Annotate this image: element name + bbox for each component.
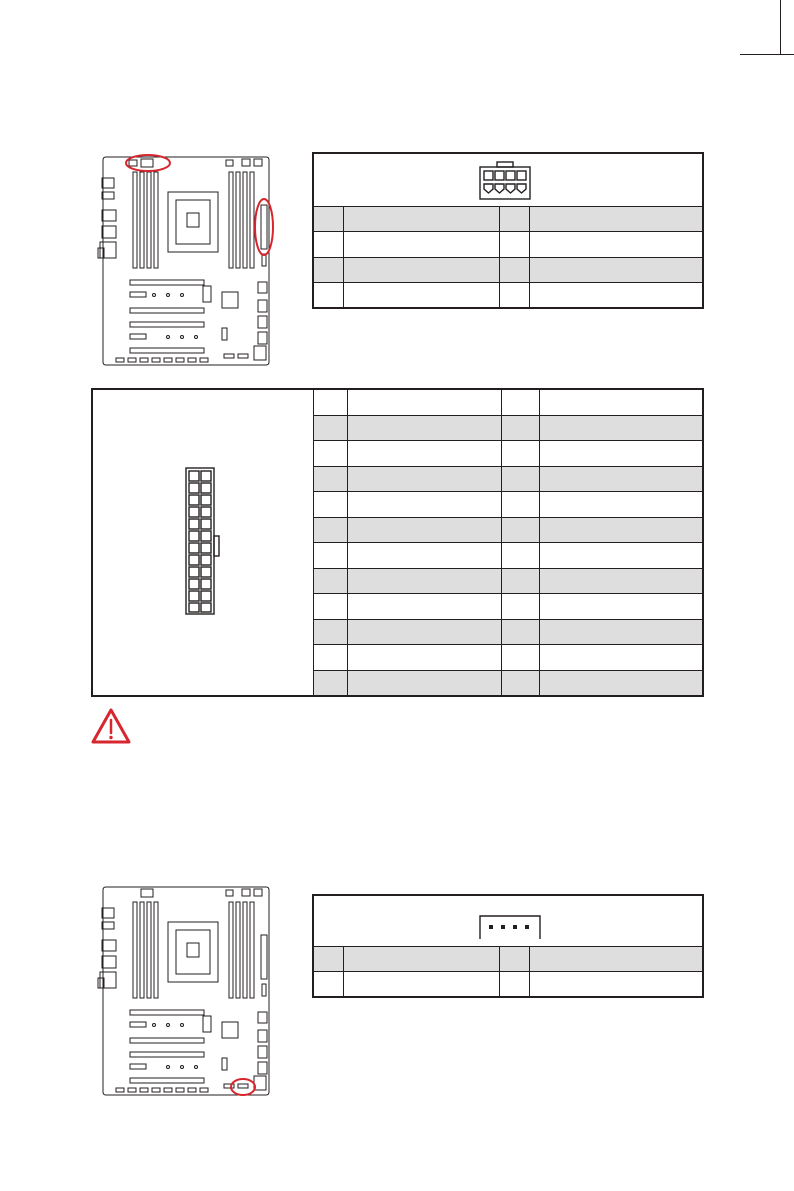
signal-cell xyxy=(344,232,500,257)
pin-cell xyxy=(314,232,344,257)
crop-mark-top-right-horizontal xyxy=(740,54,794,55)
signal-cell xyxy=(530,282,703,307)
warning-triangle-icon xyxy=(90,707,132,745)
motherboard-layout-diagram xyxy=(96,150,280,370)
table-row xyxy=(314,543,703,569)
table-row xyxy=(314,232,703,257)
table-row xyxy=(314,441,703,467)
cpu-power-pin-table xyxy=(313,206,703,308)
table-row xyxy=(314,492,703,518)
pin-cell xyxy=(500,282,530,307)
signal-cell xyxy=(344,257,500,282)
signal-cell xyxy=(530,257,703,282)
crop-mark-top-right-vertical xyxy=(780,0,781,55)
table-row xyxy=(314,594,703,620)
table-row xyxy=(314,947,703,972)
pin-cell xyxy=(314,257,344,282)
signal-cell xyxy=(530,207,703,232)
table-row xyxy=(314,517,703,543)
atx-power-highlight xyxy=(255,199,273,255)
fan-connector-icon xyxy=(477,913,543,941)
table-row xyxy=(314,257,703,282)
pin-cell xyxy=(314,282,344,307)
atx-power-connector-icon xyxy=(180,466,224,616)
table-row xyxy=(314,282,703,307)
table-row xyxy=(314,390,703,416)
signal-cell xyxy=(344,207,500,232)
table-row xyxy=(314,645,703,671)
fan-pin-table xyxy=(313,946,703,997)
signal-cell xyxy=(344,282,500,307)
table-row xyxy=(314,619,703,645)
pin-cell xyxy=(500,207,530,232)
fan-connector-highlight xyxy=(231,1079,255,1095)
cpu-power-connector-icon xyxy=(477,161,533,201)
table-row xyxy=(314,207,703,232)
pin-cell xyxy=(314,207,344,232)
signal-cell xyxy=(530,232,703,257)
table-row xyxy=(314,670,703,696)
table-row xyxy=(314,466,703,492)
pin-cell xyxy=(500,257,530,282)
table-row xyxy=(314,972,703,997)
table-row xyxy=(314,568,703,594)
table-row xyxy=(314,415,703,441)
atx-power-pin-table xyxy=(313,389,703,696)
motherboard-layout-diagram-2 xyxy=(96,880,280,1100)
pin-cell xyxy=(500,232,530,257)
